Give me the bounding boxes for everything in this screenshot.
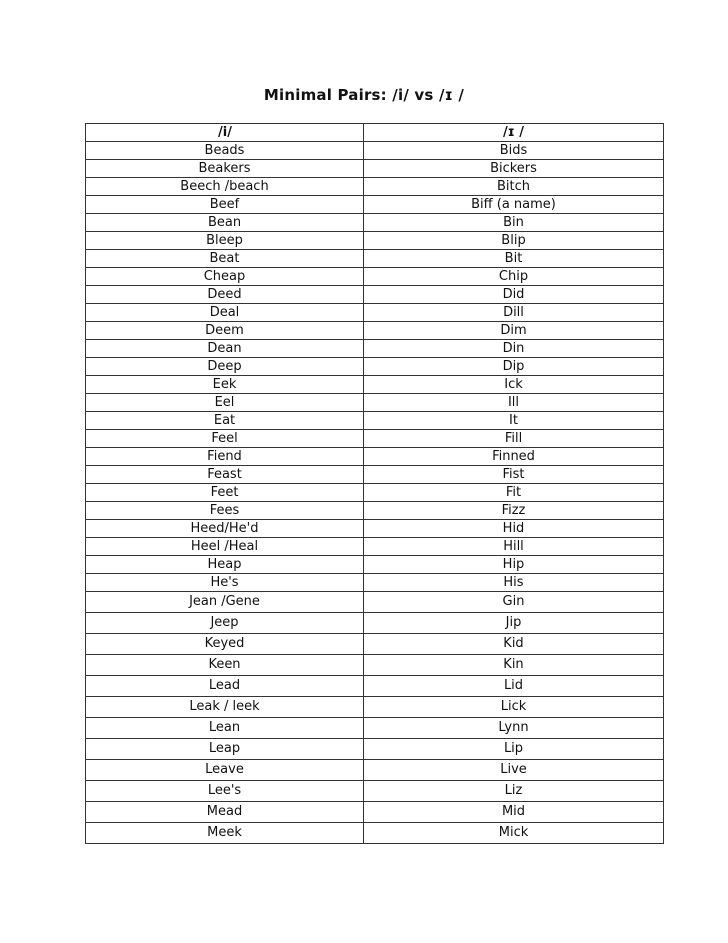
header-cell-i bbox=[86, 124, 364, 142]
word-long-i: Heap bbox=[207, 556, 242, 572]
word-long-i: Jean /Gene bbox=[189, 594, 260, 609]
word-long-i: Beakers bbox=[198, 160, 251, 176]
table-row bbox=[86, 340, 664, 358]
cell-long-i bbox=[86, 484, 364, 502]
word-long-i: Leap bbox=[208, 741, 241, 756]
cell-short-i bbox=[364, 358, 664, 376]
table-row bbox=[86, 322, 664, 340]
table-row bbox=[86, 430, 664, 448]
cell-short-i bbox=[364, 178, 664, 196]
cell-long-i bbox=[86, 340, 364, 358]
word-short-i: Dim bbox=[500, 322, 527, 338]
cell-long-i bbox=[86, 196, 364, 214]
cell-long-i bbox=[86, 322, 364, 340]
cell-short-i bbox=[364, 484, 664, 502]
word-short-i: Chip bbox=[498, 268, 529, 284]
word-short-i: Bin bbox=[503, 214, 524, 230]
table-row bbox=[86, 358, 664, 376]
word-long-i: Jeep bbox=[210, 615, 239, 630]
table-row bbox=[86, 484, 664, 502]
cell-short-i bbox=[364, 142, 664, 160]
cell-short-i bbox=[364, 412, 664, 430]
word-short-i: Lid bbox=[503, 678, 524, 693]
word-long-i: Dean bbox=[207, 340, 242, 356]
table-row bbox=[86, 268, 664, 286]
word-short-i: Lynn bbox=[498, 720, 529, 735]
word-short-i: Kin bbox=[503, 657, 524, 672]
table-row bbox=[86, 592, 664, 613]
table-row bbox=[86, 214, 664, 232]
table-row bbox=[86, 502, 664, 520]
word-short-i: Fist bbox=[502, 466, 525, 482]
table-row bbox=[86, 448, 664, 466]
cell-short-i bbox=[364, 340, 664, 358]
word-short-i: Ick bbox=[504, 376, 523, 392]
word-long-i: Lee's bbox=[207, 783, 242, 798]
cell-short-i bbox=[364, 430, 664, 448]
cell-long-i bbox=[86, 574, 364, 592]
word-long-i: Fees bbox=[209, 502, 240, 518]
table-header-row bbox=[86, 124, 664, 142]
word-long-i: Feel bbox=[211, 430, 238, 446]
cell-long-i bbox=[86, 160, 364, 178]
table-row bbox=[86, 574, 664, 592]
cell-long-i bbox=[86, 634, 364, 655]
table-row bbox=[86, 613, 664, 634]
cell-short-i bbox=[364, 739, 664, 760]
cell-long-i bbox=[86, 268, 364, 286]
word-short-i: Din bbox=[502, 340, 525, 356]
cell-long-i bbox=[86, 412, 364, 430]
word-long-i: Heed/He'd bbox=[190, 520, 259, 536]
table-row bbox=[86, 802, 664, 823]
header-cell-ih bbox=[364, 124, 664, 142]
table-body bbox=[86, 124, 664, 844]
cell-short-i bbox=[364, 502, 664, 520]
cell-long-i bbox=[86, 520, 364, 538]
cell-long-i bbox=[86, 250, 364, 268]
word-long-i: Deal bbox=[209, 304, 240, 320]
header-ih-label: /ɪ / bbox=[502, 124, 525, 140]
word-short-i: His bbox=[503, 574, 524, 590]
word-long-i: Beech /beach bbox=[180, 178, 269, 194]
cell-short-i bbox=[364, 196, 664, 214]
table-row bbox=[86, 538, 664, 556]
table-row bbox=[86, 250, 664, 268]
cell-long-i bbox=[86, 538, 364, 556]
word-short-i: Live bbox=[500, 762, 527, 777]
word-long-i: Leave bbox=[205, 762, 244, 777]
word-long-i: Bean bbox=[207, 214, 242, 230]
word-short-i: Bitch bbox=[496, 178, 530, 194]
table-row bbox=[86, 697, 664, 718]
table-row bbox=[86, 739, 664, 760]
word-short-i: Lick bbox=[500, 699, 527, 714]
cell-long-i bbox=[86, 718, 364, 739]
cell-long-i bbox=[86, 232, 364, 250]
word-short-i: Bids bbox=[499, 142, 528, 158]
word-long-i: Keen bbox=[208, 657, 241, 672]
cell-long-i bbox=[86, 214, 364, 232]
word-long-i: Meek bbox=[207, 825, 242, 840]
header-i-label: /i/ bbox=[218, 124, 232, 140]
word-long-i: Beat bbox=[209, 250, 240, 266]
cell-short-i bbox=[364, 160, 664, 178]
table-row bbox=[86, 394, 664, 412]
table-row bbox=[86, 376, 664, 394]
cell-long-i bbox=[86, 760, 364, 781]
cell-short-i bbox=[364, 823, 664, 844]
word-short-i: Dip bbox=[502, 358, 525, 374]
table-row bbox=[86, 304, 664, 322]
cell-long-i bbox=[86, 502, 364, 520]
word-short-i: Dill bbox=[503, 304, 524, 320]
cell-short-i bbox=[364, 322, 664, 340]
table-row bbox=[86, 634, 664, 655]
cell-long-i bbox=[86, 697, 364, 718]
cell-short-i bbox=[364, 232, 664, 250]
cell-short-i bbox=[364, 655, 664, 676]
word-long-i: Deep bbox=[207, 358, 242, 374]
cell-long-i bbox=[86, 556, 364, 574]
word-long-i: He's bbox=[210, 574, 239, 590]
word-long-i: Leak / leek bbox=[189, 699, 260, 714]
word-short-i: Finned bbox=[492, 448, 535, 464]
cell-short-i bbox=[364, 613, 664, 634]
word-short-i: Fit bbox=[505, 484, 522, 500]
word-short-i: Ill bbox=[507, 394, 520, 410]
word-short-i: Mick bbox=[498, 825, 529, 840]
word-short-i: Kid bbox=[503, 636, 524, 651]
cell-long-i bbox=[86, 676, 364, 697]
word-short-i: Fizz bbox=[501, 502, 526, 518]
table-row bbox=[86, 412, 664, 430]
cell-long-i bbox=[86, 655, 364, 676]
table-row bbox=[86, 160, 664, 178]
cell-short-i bbox=[364, 520, 664, 538]
cell-short-i bbox=[364, 304, 664, 322]
cell-long-i bbox=[86, 178, 364, 196]
word-short-i: Bickers bbox=[490, 160, 537, 176]
cell-long-i bbox=[86, 430, 364, 448]
cell-long-i bbox=[86, 781, 364, 802]
word-long-i: Beads bbox=[204, 142, 245, 158]
cell-short-i bbox=[364, 448, 664, 466]
cell-short-i bbox=[364, 286, 664, 304]
word-short-i: It bbox=[509, 412, 518, 428]
word-short-i: Gin bbox=[502, 594, 525, 609]
word-long-i: Feet bbox=[210, 484, 239, 500]
minimal-pairs-table bbox=[85, 123, 664, 844]
table-row bbox=[86, 196, 664, 214]
cell-long-i bbox=[86, 466, 364, 484]
cell-short-i bbox=[364, 718, 664, 739]
cell-long-i bbox=[86, 613, 364, 634]
cell-short-i bbox=[364, 592, 664, 613]
word-long-i: Lean bbox=[208, 720, 241, 735]
cell-short-i bbox=[364, 556, 664, 574]
word-short-i: Hip bbox=[502, 556, 525, 572]
cell-short-i bbox=[364, 466, 664, 484]
table-row bbox=[86, 232, 664, 250]
word-short-i: Blip bbox=[501, 232, 526, 248]
cell-short-i bbox=[364, 538, 664, 556]
cell-short-i bbox=[364, 268, 664, 286]
cell-short-i bbox=[364, 634, 664, 655]
table-row bbox=[86, 466, 664, 484]
word-long-i: Beef bbox=[209, 196, 240, 212]
table-row bbox=[86, 781, 664, 802]
cell-long-i bbox=[86, 142, 364, 160]
table-row bbox=[86, 286, 664, 304]
word-long-i: Cheap bbox=[203, 268, 246, 284]
word-short-i: Fill bbox=[504, 430, 523, 446]
word-short-i: Mid bbox=[501, 804, 526, 819]
table-row bbox=[86, 760, 664, 781]
word-long-i: Heel /Heal bbox=[190, 538, 259, 554]
cell-short-i bbox=[364, 394, 664, 412]
cell-short-i bbox=[364, 676, 664, 697]
cell-short-i bbox=[364, 781, 664, 802]
cell-short-i bbox=[364, 760, 664, 781]
word-short-i: Bit bbox=[504, 250, 523, 266]
word-long-i: Feast bbox=[207, 466, 242, 482]
word-short-i: Jip bbox=[505, 615, 522, 630]
page-title: Minimal Pairs: /i/ vs /ɪ / bbox=[263, 86, 465, 104]
cell-short-i bbox=[364, 574, 664, 592]
word-long-i: Bleep bbox=[206, 232, 243, 248]
table-row bbox=[86, 655, 664, 676]
cell-short-i bbox=[364, 697, 664, 718]
word-short-i: Hid bbox=[502, 520, 525, 536]
cell-long-i bbox=[86, 823, 364, 844]
cell-long-i bbox=[86, 739, 364, 760]
word-long-i: Keyed bbox=[204, 636, 245, 651]
word-short-i: Liz bbox=[504, 783, 523, 798]
cell-short-i bbox=[364, 802, 664, 823]
word-long-i: Deem bbox=[205, 322, 244, 338]
table-row bbox=[86, 556, 664, 574]
table-row bbox=[86, 520, 664, 538]
cell-short-i bbox=[364, 250, 664, 268]
word-long-i: Mead bbox=[206, 804, 243, 819]
table-row bbox=[86, 823, 664, 844]
cell-long-i bbox=[86, 592, 364, 613]
cell-long-i bbox=[86, 304, 364, 322]
table-row bbox=[86, 142, 664, 160]
word-short-i: Hill bbox=[503, 538, 524, 554]
cell-long-i bbox=[86, 448, 364, 466]
word-long-i: Eel bbox=[214, 394, 235, 410]
word-short-i: Lip bbox=[503, 741, 524, 756]
word-long-i: Fiend bbox=[207, 448, 242, 464]
word-short-i: Biff (a name) bbox=[471, 196, 556, 212]
word-long-i: Eek bbox=[212, 376, 237, 392]
word-long-i: Deed bbox=[207, 286, 242, 302]
table-row bbox=[86, 718, 664, 739]
cell-long-i bbox=[86, 394, 364, 412]
word-short-i: Did bbox=[502, 286, 525, 302]
table-row bbox=[86, 676, 664, 697]
cell-short-i bbox=[364, 214, 664, 232]
cell-short-i bbox=[364, 376, 664, 394]
word-long-i: Eat bbox=[213, 412, 236, 428]
cell-long-i bbox=[86, 358, 364, 376]
table-row bbox=[86, 178, 664, 196]
word-long-i: Lead bbox=[208, 678, 241, 693]
cell-long-i bbox=[86, 286, 364, 304]
cell-long-i bbox=[86, 376, 364, 394]
cell-long-i bbox=[86, 802, 364, 823]
